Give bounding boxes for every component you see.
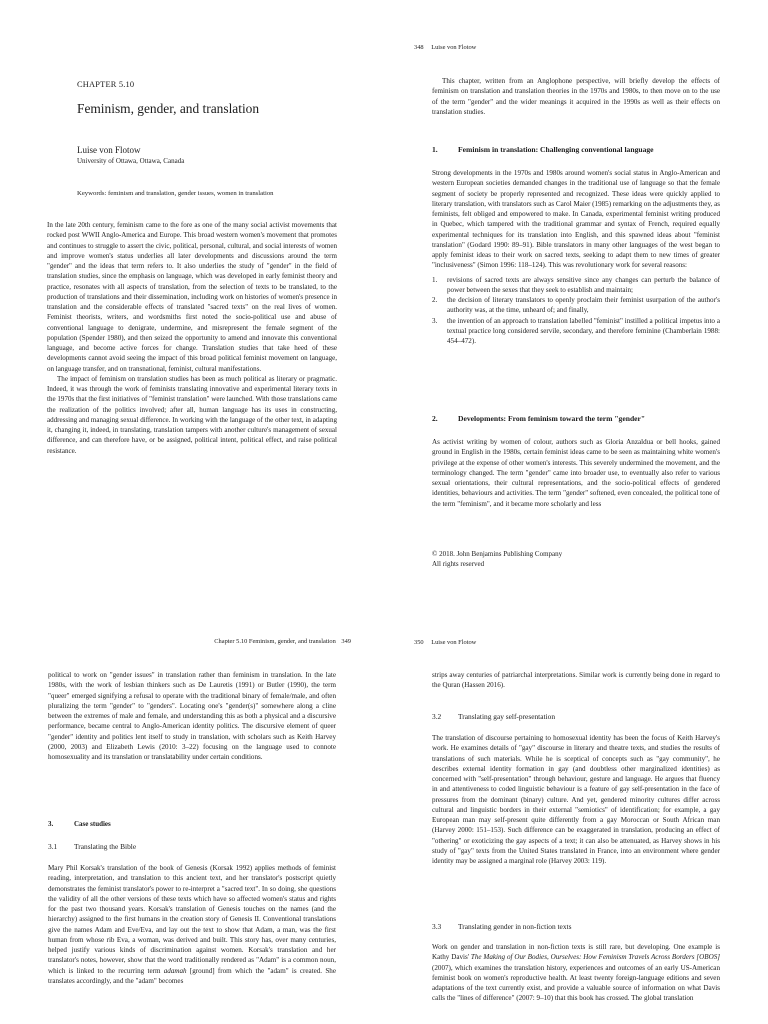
page-number: 348 — [414, 44, 424, 51]
section-1-body — [432, 168, 720, 346]
subsection-heading-3-2: 3.2 Translating gay self-presentation — [432, 712, 556, 721]
continued-paragraph: strips away centuries of patriarchal interpretations. Similar work is currently being done in regard to the Quran (Hassen 2016). — [432, 671, 720, 690]
page-number: 349 — [341, 638, 351, 645]
section-heading-2: 2. Developments: From feminism toward the term "gender" — [432, 414, 646, 423]
list-item: 1. revisions of sacred texts are always sensitive since any changes can perturb the balance of power between the sexes that they seek to establish and maintain; — [432, 275, 720, 294]
copyright-notice: © 2018. John Benjamins Publishing Company All rights reserved — [432, 550, 563, 568]
body-paragraph: Mary Phil Korsak's translation of the book of Genesis (Korsak 1992) applies methods of feminist reading, interpretation, and translation to this ancient text, and her translator's postscript quietly demonstrates the feminist translator's power to re-interpret a "sacred text". In so doing, she questions the validity of all the other versions of these texts which have so affected women's status and rights for the past two thousand years. Korsak's translation of Genesis touches on the names (and the hierarchy) assigned to the first humans in the creation story of Genesis II. Conventional translations give the names Adam and Eve/Eva, and lay out the text to show that Adam, a man, was the first human from whose rib Eva, a woman, was derived and built. This story has, over many centuries, helped justify various kinds of discrimination against women. Korsak's translation and her translator's notes, however, show that the word traditionally rendered as "Adam" is a common noun, which is linked to the recurring term adamah [ground] from which the "adam" is created. She translates accordingly, and the "adam" becomes — [48, 864, 336, 985]
page-number: 350 — [414, 639, 424, 646]
list-item: 2. the decision of literary translators to openly proclaim their feminist usurpation of the author's authority was, at the time, unheard of; and finally, — [432, 296, 720, 315]
body-paragraph: The translation of discourse pertaining to homosexual identity has been the focus of Keith Harvey's work. He examines details of "gay" discourse in literary and theatre texts, and studies the results of translations of such materials. While he is sceptical of concepts such as "gay community", he describes external identity formation in gay (and doubtless other marginalized identities) as concerned with "self-presentation" through behaviour, gesture and language. He argues that fluency in and attentiveness to coded linguistic behaviour is a feature of gay self-presentation in the face of pressures from the dominant (binary) culture. And yet, gendered minority cultures differ across cultural and linguistic borders in their external "semiotics" of identification; for example, a gay European man may self-present quite differently from a gay Moroccan or South African man (Harvey 2000: 151–153). Such difference can be exaggerated in translation, producing an effect of "othering" or exoticizing the gay aspects of a text; it can also be attenuated, as Harvey shows in his study of "gay" texts from the United States translated in France, into an environment where gender identity may be assigned a marginal role (Harvey 2003: 119). — [432, 734, 720, 865]
chapter-title: Feminism, gender, and translation — [77, 101, 260, 116]
body-column — [48, 670, 336, 762]
author-name: Luise von Flotow — [77, 145, 141, 155]
page-chapter-opening — [0, 0, 384, 512]
list-item: 3. the invention of an approach to translation labelled "feminist" instilled a political impetus into a textual practice long considered servile, secondary, and therefore feminine (Chamberlain 1988: 454–472). — [432, 316, 720, 345]
section-heading-3: 3. Case studies — [48, 820, 111, 828]
running-head — [214, 637, 351, 646]
running-head — [414, 43, 476, 52]
running-head-chapter: Chapter 5.10 Feminism, gender, and translation — [214, 638, 336, 645]
section-3-3-body — [432, 942, 720, 1024]
abstract-paragraph: In the late 20th century, feminism came to the fore as one of the many social activist movements that rocked post WWII Anglo-America and Europe. This broad western women's movement that promotes and continues to struggle to assert the civic, political, personal, cultural, and social interests of women and improve women's status underlies all later developments and discussions around the term "gender" and the ideas that term refers to. It also underlies the study of "gender" in the field of translation studies, since the emphasis on language, which was developed in early feminist theory and practice, resonates with all aspects of translation, from the selection of texts to be translated, to the production of translations and their dissemination, including work on histories of women's presence in translation and the considerable effects of translated "sacred texts" on the real lives of women. Feminist theorists, writers, and wordsmiths first noted the socio-political use and abuse of conventional language to denigrate, undermine, and misrepresent the female segment of the population (Spender 1980), and then seized the opportunity to amend and innovate this conventional language, and become active forces for change. Translation studies that take heed of these developments cannot avoid seeing the impact of this broad political feminist movement on language, on language transfer, and on transnational, feminist, cultural manifestations. — [47, 221, 337, 373]
running-head-author: Luise von Flotow — [431, 44, 477, 51]
body-paragraph: As activist writing by women of colour, authors such as Gloria Anzaldua or bell hooks, gained ground in English in the 1980s, certain feminist ideas came to be seen as maintaining white women's privilege at the expense of other women's interests. This severely undermined the movement, and the terminology changed. The term "gender" came into broader use, to eventually also refer to various sexual orientations, their cultural representations, and the socio-political effects of gendered identities, behaviours and activities. The term "gender" softened, even concealed, the political tone of the term "feminism", and it became more scholarly and less — [432, 438, 720, 508]
section-2-body — [432, 437, 720, 509]
abstract — [47, 220, 337, 456]
body-paragraph: political to work on "gender issues" in translation rather than feminism in translation. In the late 1980s, with the work of lesbian thinkers such as De Lauretis (1991) or Butler (1990), the term "queer" emerged signifying a refusal to operate with the traditional binary of female/male, and often pluralizing the term "gender" to "genders". Locating one's "gender(s)" somewhere along a cline between the extremes of male and female, and understanding this as both a physical and a discursive performance, became central to Anglo-American identity politics. The discursive element of queer "gender" identity and politics lent itself to study in translation, with scholars such as Keith Harvey (2000, 2003) and Elizabeth Lewis (2010: 3–22) focusing on the language used to connote homosexuality and its translation or translatability under certain conditions. — [48, 671, 336, 761]
page-348 — [384, 0, 768, 512]
body-paragraph: Work on gender and translation in non-fiction texts is still rare, but developing. One example is Kathy Davis' The Making of Our Bodies, Ourselves: How Feminism Travels Across Borders [OBOS] (2007), which examines the translation history, experiences and outcomes of an early US-American feminist book on women's reproductive health. At least twenty foreign-language editions and seven adaptations of the text currently exist, and provide a valuable source of information on what Davis calls the "lines of difference" (2007: 9–10) that this book has crossed. The global translation — [432, 943, 720, 1003]
running-head-350 — [414, 638, 476, 647]
subsection-heading-3-1: 3.1 Translating the Bible — [48, 842, 137, 851]
section-heading-1: 1. Feminism in translation: Challenging conventional language — [432, 145, 654, 154]
section-3-1-body — [48, 863, 336, 1024]
intro-paragraph: This chapter, written from an Anglophone perspective, will briefly develop the effects of feminism on translation and translation theories in the 1970s and 1980s, to then move on to the use of the term "gender" and the wider meanings it acquired in the 1990s as well as their effects on translation studies. — [432, 77, 720, 116]
subsection-heading-3-3: 3.3 Translating gender in non-fiction texts — [432, 922, 572, 931]
section-3-2-body — [432, 733, 720, 866]
running-head-author: Luise von Flotow — [431, 639, 477, 646]
keywords — [77, 190, 274, 197]
author-affiliation: University of Ottawa, Ottawa, Canada — [77, 157, 185, 165]
chapter-label: CHAPTER 5.10 — [77, 80, 135, 89]
numbered-list — [432, 275, 720, 347]
keywords-label: Keywords: — [77, 190, 107, 197]
body-paragraph: Strong developments in the 1970s and 1980s around women's social status in Anglo-American and western European societies demanded changes in the traditional use of language so that the female segment of society be properly represented and recognized. These ideas were quickly applied to literary translation, with translators such as Carol Maier (1985) remarking on the adjustments they, as feminists, felt obliged and empowered to make. In Canada, experimental feminist writing produced in Quebec, which tampered with the traditional grammar and syntax of French, required equally experimental techniques for its translation into English, and this spawned ideas about "feminist translation" (Godard 1990: 89–91). Bible translators in many other languages of the west began to apply feminist ideas to their work on sacred texts, seeking to adapt them to new times of greater "inclusiveness" (Simon 1996: 118–124). This was revolutionary work for several reasons: — [432, 169, 720, 270]
abstract-paragraph: The impact of feminism on translation studies has been as much political as literary or pragmatic. Indeed, it was through the work of feminists translating innovative and experimental literary texts in the 1970s that the first initiatives of "feminist translation" were launched. With those translations came the realization of the politics involved; after all, human language has its uses in constructing, addressing and managing sexual difference. In working with the language of the other text, in adapting it, changing it, indeed, in translating, translation tampers with another culture's management of sexual difference, and can therefore have, or be assigned, political intent, political effect, and raise political resistance. — [47, 374, 337, 455]
keywords-list: feminism and translation, gender issues, women in translation — [108, 190, 274, 197]
